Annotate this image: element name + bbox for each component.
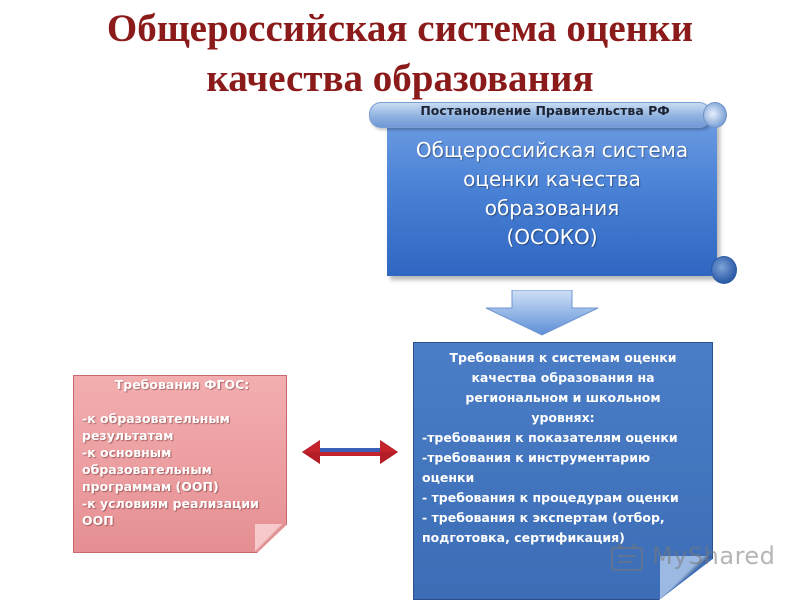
scroll-line-4: (ОСОКО)	[506, 225, 598, 249]
down-arrow-icon	[482, 290, 602, 336]
fgos-heading: Требования ФГОС:	[114, 377, 250, 392]
requirements-heading: качества образования на	[471, 370, 655, 385]
fgos-item: ООП	[82, 513, 114, 528]
fgos-item: -к основным	[82, 445, 172, 460]
requirements-item: -требования к показателям оценки	[422, 430, 678, 445]
scroll-line-1: Общероссийская система	[415, 138, 689, 162]
scroll-main-text	[387, 136, 717, 252]
requirements-heading: региональном и школьном	[465, 390, 661, 405]
page-title	[0, 4, 800, 104]
requirements-item: -требования к инструментарию	[422, 450, 651, 465]
fgos-item: -к условиям реализации	[82, 496, 259, 511]
watermark	[608, 540, 783, 576]
fgos-item: результатам	[82, 428, 174, 443]
requirements-item: - требования к процедурам оценки	[422, 490, 679, 505]
page-title-line-1: Общероссийская система оценки	[106, 7, 694, 50]
requirements-heading: Требования к системам оценки	[449, 350, 677, 365]
scroll-subtitle: Постановление Правительства РФ	[420, 103, 670, 118]
system-requirements-text	[422, 348, 704, 548]
scroll-bottom-roll	[711, 256, 737, 284]
fgos-item: программам (ООП)	[82, 479, 219, 494]
requirements-heading: уровнях:	[531, 410, 595, 425]
scroll-line-3: образования	[484, 196, 620, 220]
myshared-logo-icon	[608, 542, 646, 574]
scroll-line-2: оценки качества	[463, 167, 641, 191]
requirements-item: подготовка, сертификация)	[422, 530, 625, 545]
fgos-item: образовательным	[82, 462, 212, 477]
scroll-top-roll-end	[703, 102, 727, 128]
fgos-item: -к образовательным	[82, 411, 230, 426]
watermark-text: MyShared	[652, 542, 776, 570]
fgos-requirements-text	[82, 376, 282, 529]
requirements-item: - требования к экспертам (отбор,	[422, 510, 665, 525]
page-title-line-2: качества образования	[206, 57, 594, 100]
osoko-scroll-banner	[365, 98, 737, 290]
requirements-item: оценки	[422, 470, 475, 485]
double-arrow-icon	[300, 437, 400, 467]
